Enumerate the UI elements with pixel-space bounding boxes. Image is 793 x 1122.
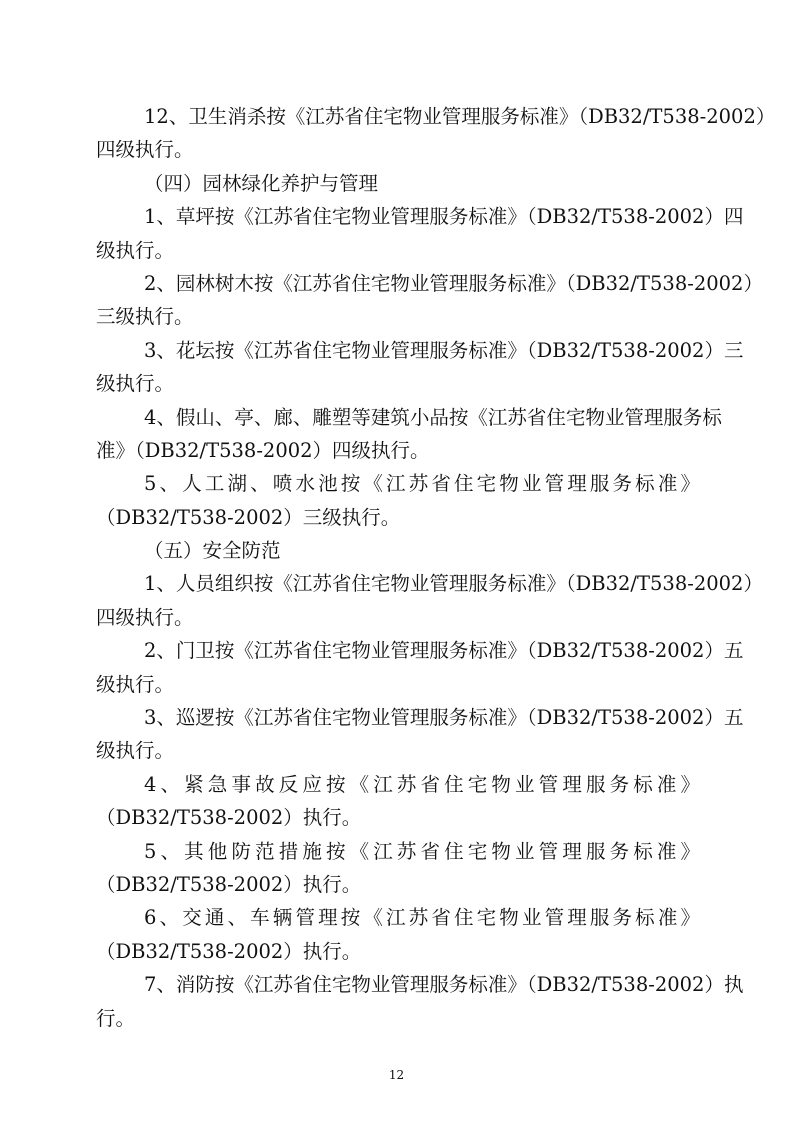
paragraph-line: 2、门卫按《江苏省住宅物业管理服务标准》（DB32/T538-2002）五 bbox=[144, 639, 744, 663]
paragraph bbox=[96, 701, 744, 768]
paragraph-line: 四级执行。 bbox=[96, 605, 194, 629]
paragraph bbox=[96, 267, 763, 334]
paragraph-line: 7、消防按《江苏省住宅物业管理服务标准》（DB32/T538-2002）执 bbox=[144, 973, 744, 997]
paragraph bbox=[96, 401, 722, 468]
paragraph bbox=[96, 634, 744, 701]
paragraph-line: 2、园林树木按《江苏省住宅物业管理服务标准》（DB32/T538-2002） bbox=[144, 271, 763, 295]
paragraph-line: （DB32/T538-2002）三级执行。 bbox=[96, 505, 401, 529]
paragraph-line: 12、卫生消杀按《江苏省住宅物业管理服务标准》（DB32/T538-2002） bbox=[144, 105, 776, 128]
paragraph bbox=[96, 567, 763, 634]
paragraph-line: 行。 bbox=[96, 1006, 136, 1030]
paragraph-line: 四级执行。 bbox=[96, 138, 194, 162]
paragraph bbox=[96, 167, 700, 200]
paragraph bbox=[96, 835, 700, 902]
paragraph-line: 三级执行。 bbox=[96, 305, 194, 329]
paragraph-line: 5、人工湖、喷水池按《江苏省住宅物业管理服务标准》 bbox=[144, 472, 700, 496]
paragraph-line: （五）安全防范 bbox=[144, 539, 281, 563]
paragraph-line: 级执行。 bbox=[96, 672, 175, 696]
paragraph-line: 级执行。 bbox=[96, 372, 175, 396]
paragraph bbox=[96, 334, 744, 401]
paragraph bbox=[96, 200, 744, 267]
paragraph-line: 5、其他防范措施按《江苏省住宅物业管理服务标准》 bbox=[144, 839, 700, 863]
paragraph bbox=[96, 100, 776, 167]
page-number: 12 bbox=[388, 1068, 405, 1082]
paragraph bbox=[96, 534, 700, 567]
paragraph-line: （DB32/T538-2002）执行。 bbox=[96, 806, 362, 830]
paragraph-line: 3、花坛按《江苏省住宅物业管理服务标准》（DB32/T538-2002）三 bbox=[144, 338, 744, 362]
paragraph-line: （DB32/T538-2002）执行。 bbox=[96, 939, 362, 963]
paragraph-line: 1、草坪按《江苏省住宅物业管理服务标准》（DB32/T538-2002）四 bbox=[144, 205, 744, 229]
paragraph bbox=[96, 467, 700, 534]
document-body bbox=[96, 100, 776, 1035]
paragraph bbox=[96, 968, 744, 1035]
paragraph-line: 3、巡逻按《江苏省住宅物业管理服务标准》（DB32/T538-2002）五 bbox=[144, 706, 744, 730]
paragraph-line: （DB32/T538-2002）执行。 bbox=[96, 872, 362, 896]
paragraph-line: 4、假山、亭、廊、雕塑等建筑小品按《江苏省住宅物业管理服务标 bbox=[144, 405, 722, 429]
paragraph bbox=[96, 768, 700, 835]
paragraph-line: 4、紧急事故反应按《江苏省住宅物业管理服务标准》 bbox=[144, 772, 700, 796]
paragraph-line: 1、人员组织按《江苏省住宅物业管理服务标准》（DB32/T538-2002） bbox=[144, 572, 763, 596]
paragraph bbox=[96, 901, 700, 968]
paragraph-line: 级执行。 bbox=[96, 238, 175, 262]
paragraph-line: （四）园林绿化养护与管理 bbox=[144, 171, 379, 195]
paragraph-line: 准》（DB32/T538-2002）四级执行。 bbox=[96, 438, 430, 462]
paragraph-line: 6、交通、车辆管理按《江苏省住宅物业管理服务标准》 bbox=[144, 906, 700, 930]
paragraph-line: 级执行。 bbox=[96, 739, 175, 763]
